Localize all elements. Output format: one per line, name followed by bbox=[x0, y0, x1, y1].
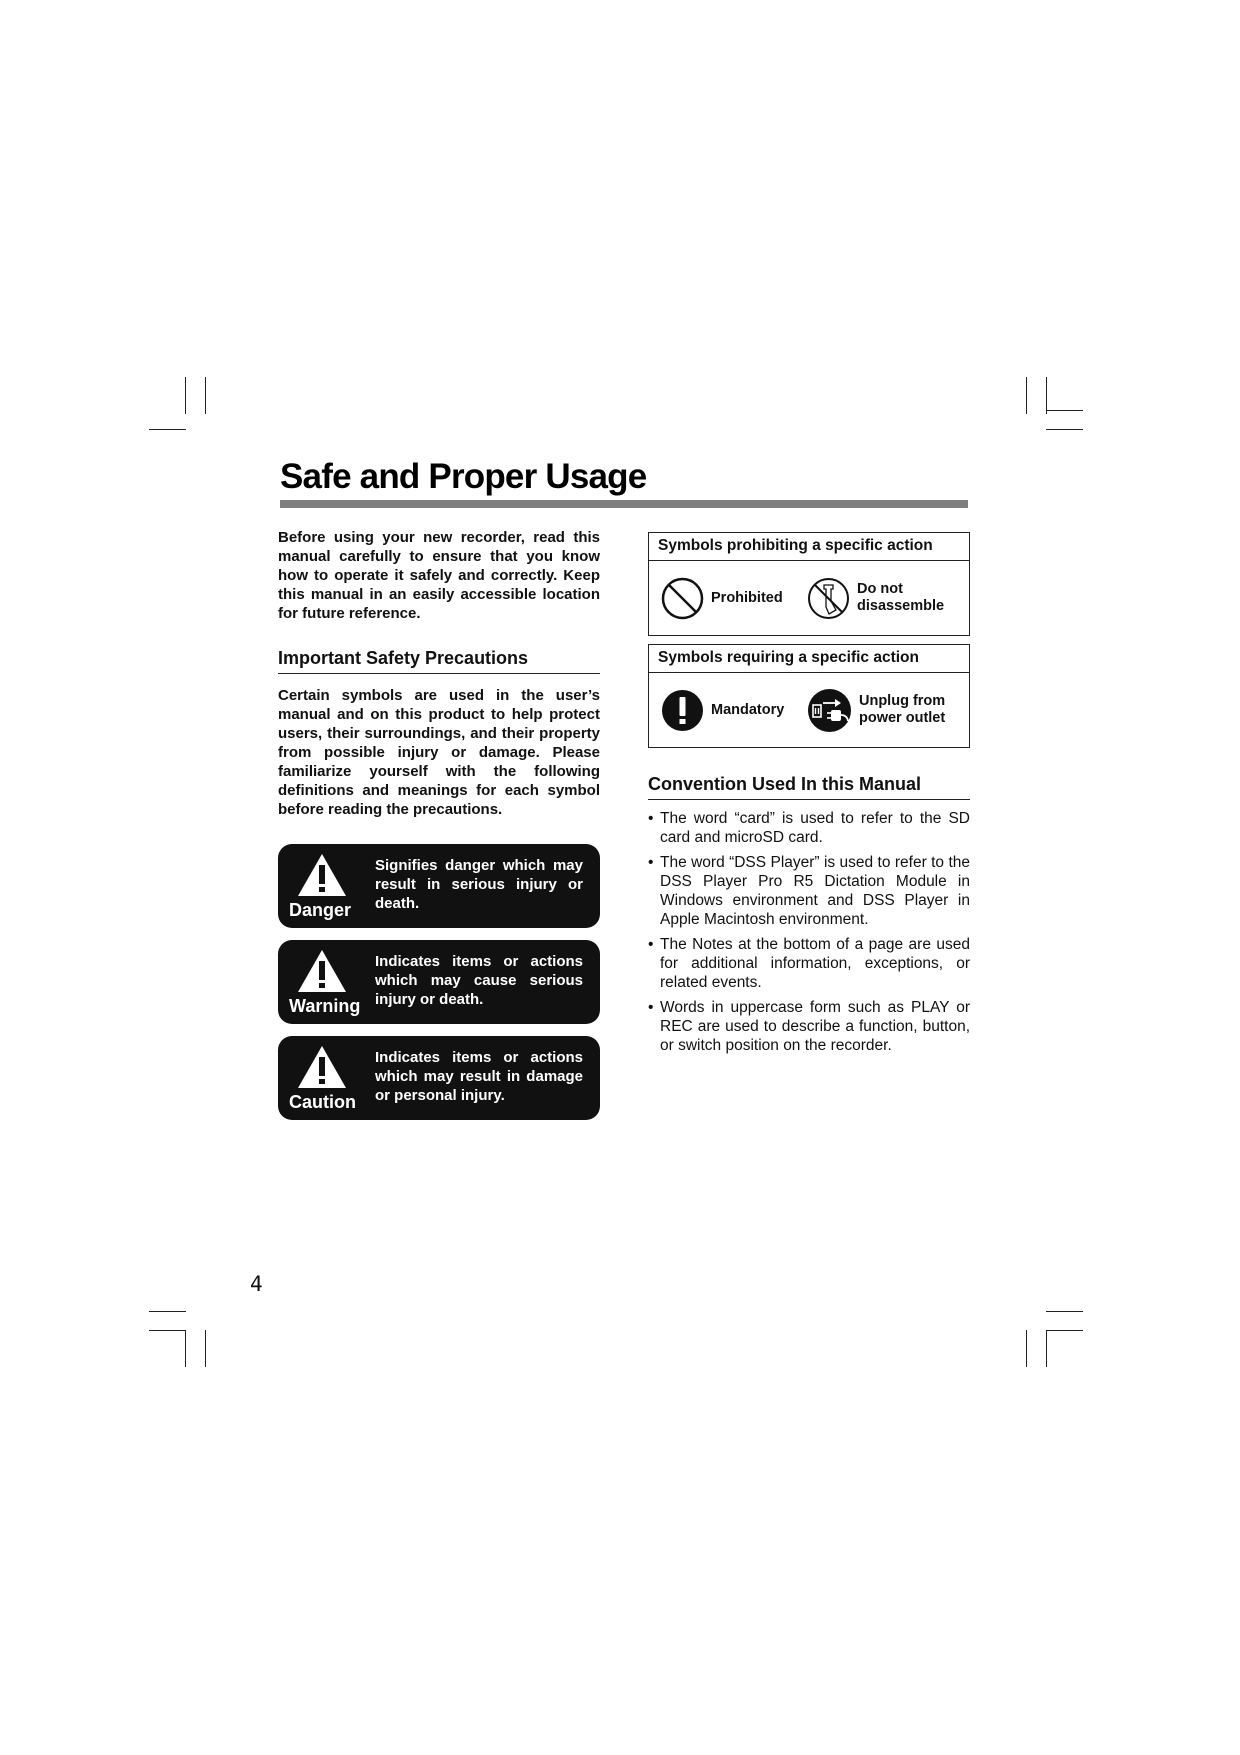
warning-triangle-icon bbox=[297, 853, 347, 897]
warning-triangle-icon bbox=[297, 1045, 347, 1089]
symbol-label-unplug: Unplug from power outlet bbox=[859, 693, 946, 726]
warning-alert bbox=[278, 940, 600, 1024]
crop-mark bbox=[1046, 377, 1047, 414]
alert-text-danger: Signifies danger which may result in serious injury or death. bbox=[375, 857, 583, 912]
mandatory-icon bbox=[661, 689, 704, 732]
alert-text-warning: Indicates items or actions which may cause serious injury or death. bbox=[375, 953, 583, 1008]
crop-mark bbox=[149, 429, 186, 430]
requiring-symbols-heading: Symbols requiring a specific action bbox=[649, 645, 969, 673]
alert-label-caution: Caution bbox=[289, 1092, 356, 1112]
crop-mark bbox=[205, 377, 206, 414]
left-column bbox=[278, 528, 600, 1120]
crop-mark bbox=[1046, 1330, 1083, 1331]
warning-triangle-icon bbox=[297, 949, 347, 993]
crop-mark bbox=[1046, 1330, 1047, 1367]
page-title: Safe and Proper Usage bbox=[280, 457, 647, 496]
alert-list bbox=[278, 844, 600, 1120]
danger-alert bbox=[278, 844, 600, 928]
symbol-label-do-not-disassemble: Do not disassemble bbox=[857, 581, 945, 614]
crop-mark bbox=[149, 1330, 186, 1331]
symbol-mandatory bbox=[661, 673, 784, 747]
crop-mark bbox=[185, 377, 186, 414]
symbol-label-prohibited: Prohibited bbox=[711, 589, 783, 606]
no-disassemble-icon bbox=[807, 577, 850, 620]
alert-text-caution: Indicates items or actions which may result in damage or personal injury. bbox=[375, 1049, 583, 1104]
prohibiting-symbols-heading: Symbols prohibiting a specific action bbox=[649, 533, 969, 561]
symbol-label-mandatory: Mandatory bbox=[711, 701, 785, 718]
requiring-symbols-body bbox=[649, 673, 969, 747]
requiring-symbols-box bbox=[648, 644, 970, 748]
crop-mark bbox=[1046, 1311, 1083, 1312]
intro-paragraph: Before using your new recorder, read this manual carefully to ensure that you know how to operate it safely and correctly. Keep this manual in an easily accessible location for future reference. bbox=[278, 529, 600, 622]
prohibited-icon bbox=[661, 577, 704, 620]
safety-heading: Important Safety Precautions bbox=[278, 648, 600, 674]
crop-mark bbox=[205, 1330, 206, 1367]
symbol-unplug bbox=[807, 673, 959, 747]
convention-heading: Convention Used In this Manual bbox=[648, 774, 970, 800]
alert-label-danger: Danger bbox=[289, 900, 352, 920]
symbol-do-not-disassemble bbox=[807, 561, 957, 635]
page-number: 4 bbox=[250, 1272, 263, 1296]
caution-alert bbox=[278, 1036, 600, 1120]
convention-list bbox=[648, 809, 970, 1055]
prohibiting-symbols-box bbox=[648, 532, 970, 636]
title-rule bbox=[280, 500, 968, 508]
crop-mark bbox=[185, 1330, 186, 1367]
list-item: • Words in uppercase form such as PLAY or REC are used to describe a function, button, or switch position on the recorder. bbox=[648, 998, 970, 1055]
unplug-icon bbox=[807, 688, 852, 733]
alert-label-warning: Warning bbox=[289, 996, 361, 1016]
safety-paragraph: Certain symbols are used in the user’s manual and on this product to help protect users, their surroundings, and their property from possible injury or damage. Please familiarize yourself with the following definitions and meanings for each symbol before reading the precautions. bbox=[278, 687, 600, 818]
list-item: • The word “DSS Player” is used to refer to the DSS Player Pro R5 Dictation Module in Windows environment and DSS Player in Apple Macintosh environment. bbox=[648, 853, 970, 929]
list-item: • The Notes at the bottom of a page are used for additional information, exceptions, or related events. bbox=[648, 935, 970, 992]
symbol-prohibited bbox=[661, 561, 783, 635]
crop-mark bbox=[1026, 377, 1027, 414]
crop-mark bbox=[1046, 410, 1083, 411]
prohibiting-symbols-body bbox=[649, 561, 969, 635]
right-column bbox=[648, 532, 970, 1061]
list-item: • The word “card” is used to refer to the SD card and microSD card. bbox=[648, 809, 970, 847]
crop-mark bbox=[1046, 429, 1083, 430]
crop-mark bbox=[1026, 1330, 1027, 1367]
crop-mark bbox=[149, 1311, 186, 1312]
